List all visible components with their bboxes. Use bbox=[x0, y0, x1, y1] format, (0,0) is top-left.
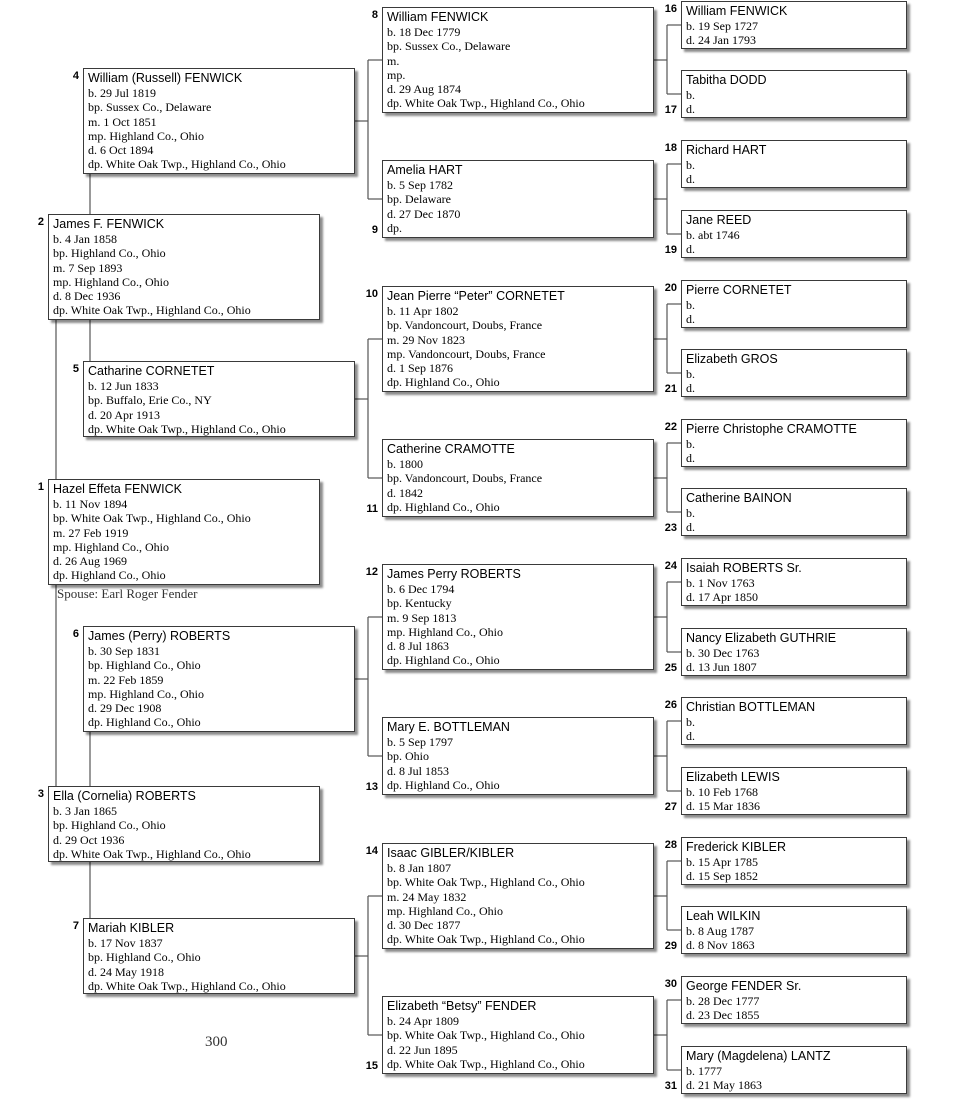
person-box-28 bbox=[681, 837, 907, 885]
person-box-16 bbox=[681, 1, 907, 49]
person-box-5 bbox=[83, 361, 355, 437]
person-box-23 bbox=[681, 488, 907, 536]
person-box-2 bbox=[48, 214, 320, 320]
person-detail: dp. Highland Co., Ohio bbox=[88, 715, 201, 730]
person-name: Jean Pierre “Peter” CORNETET bbox=[387, 289, 565, 303]
person-detail: b. 5 Sep 1797 bbox=[387, 735, 453, 749]
person-name: William FENWICK bbox=[387, 10, 489, 24]
person-detail: mp. Highland Co., Ohio bbox=[387, 903, 503, 918]
person-detail: dp. Highland Co., Ohio bbox=[53, 568, 166, 583]
ancestor-number: 17 bbox=[664, 104, 677, 116]
person-detail: b. bbox=[686, 298, 695, 312]
person-detail: mp. Vandoncourt, Doubs, France bbox=[387, 346, 546, 361]
ancestor-number: 14 bbox=[365, 845, 378, 857]
ancestor-number: 13 bbox=[365, 781, 378, 793]
ancestor-number: 10 bbox=[365, 288, 378, 300]
person-detail: mp. Highland Co., Ohio bbox=[53, 539, 169, 554]
person-detail: d. 24 May 1918 bbox=[88, 964, 164, 979]
person-detail: b. 8 Aug 1787 bbox=[686, 924, 755, 938]
person-detail: d. 8 Jul 1863 bbox=[387, 639, 450, 654]
person-box-1 bbox=[48, 479, 320, 585]
person-box-7 bbox=[83, 918, 355, 994]
person-detail: d. 13 Jun 1807 bbox=[686, 660, 757, 675]
person-detail: b. 11 Apr 1802 bbox=[387, 304, 459, 318]
ancestor-number: 15 bbox=[365, 1060, 378, 1072]
person-detail: b. 24 Apr 1809 bbox=[387, 1014, 459, 1028]
person-box-29 bbox=[681, 906, 907, 954]
person-detail: d. 15 Sep 1852 bbox=[686, 869, 758, 884]
ancestor-number: 31 bbox=[664, 1080, 677, 1092]
person-detail: b. 1800 bbox=[387, 457, 423, 471]
person-detail: dp. White Oak Twp., Highland Co., Ohio bbox=[53, 303, 251, 318]
person-detail: mp. Highland Co., Ohio bbox=[53, 274, 169, 289]
ancestor-number: 29 bbox=[664, 940, 677, 952]
person-name: Isaiah ROBERTS Sr. bbox=[686, 561, 802, 575]
person-detail: bp. Ohio bbox=[387, 749, 429, 764]
person-detail: bp. Delaware bbox=[387, 192, 451, 207]
person-detail: d. 29 Dec 1908 bbox=[88, 701, 162, 716]
person-name: Elizabeth LEWIS bbox=[686, 770, 780, 784]
person-detail: b. bbox=[686, 506, 695, 520]
person-detail: b. 1 Nov 1763 bbox=[686, 576, 755, 590]
person-box-21 bbox=[681, 349, 907, 397]
person-detail: m. 7 Sep 1893 bbox=[53, 260, 123, 275]
person-detail: mp. bbox=[387, 67, 406, 82]
ancestor-number: 16 bbox=[664, 3, 677, 15]
person-box-25 bbox=[681, 628, 907, 676]
person-box-26 bbox=[681, 697, 907, 745]
person-detail: d. 8 Dec 1936 bbox=[53, 289, 121, 304]
person-detail: d. 8 Nov 1863 bbox=[686, 938, 755, 953]
ancestor-number: 27 bbox=[664, 801, 677, 813]
person-box-15 bbox=[382, 996, 654, 1074]
person-detail: dp. White Oak Twp., Highland Co., Ohio bbox=[88, 157, 286, 172]
person-detail: b. 11 Nov 1894 bbox=[53, 497, 128, 511]
person-box-14 bbox=[382, 843, 654, 949]
person-detail: d. bbox=[686, 729, 695, 744]
person-detail: dp. Highland Co., Ohio bbox=[387, 777, 500, 792]
person-detail: b. 8 Jan 1807 bbox=[387, 861, 451, 875]
person-box-17 bbox=[681, 70, 907, 118]
person-detail: dp. Highland Co., Ohio bbox=[387, 499, 500, 514]
person-name: Frederick KIBLER bbox=[686, 840, 787, 854]
person-detail: b. 17 Nov 1837 bbox=[88, 936, 163, 950]
ancestor-number: 5 bbox=[72, 363, 79, 375]
person-box-22 bbox=[681, 419, 907, 467]
person-name: Tabitha DODD bbox=[686, 73, 767, 87]
person-detail: bp. Vandoncourt, Doubs, France bbox=[387, 471, 543, 486]
person-box-9 bbox=[382, 160, 654, 238]
person-detail: m. 9 Sep 1813 bbox=[387, 610, 457, 625]
person-detail: m. 22 Feb 1859 bbox=[88, 672, 164, 687]
person-detail: d. 21 May 1863 bbox=[686, 1078, 762, 1093]
person-detail: d. 24 Jan 1793 bbox=[686, 33, 756, 48]
person-detail: bp. White Oak Twp., Highland Co., Ohio bbox=[53, 511, 251, 526]
person-detail: b. 12 Jun 1833 bbox=[88, 379, 159, 393]
ancestor-number: 30 bbox=[664, 978, 677, 990]
ancestor-number: 23 bbox=[664, 522, 677, 534]
person-name: Ella (Cornelia) ROBERTS bbox=[53, 789, 196, 803]
person-detail: bp. Highland Co., Ohio bbox=[53, 246, 166, 261]
person-detail: dp. White Oak Twp., Highland Co., Ohio bbox=[53, 846, 251, 861]
ancestor-number: 4 bbox=[72, 70, 79, 82]
person-detail: d. 6 Oct 1894 bbox=[88, 143, 154, 158]
person-box-31 bbox=[681, 1046, 907, 1094]
person-detail: b. 4 Jan 1858 bbox=[53, 232, 117, 246]
ancestor-number: 24 bbox=[664, 560, 677, 572]
person-name: Richard HART bbox=[686, 143, 767, 157]
person-name: Pierre Christophe CRAMOTTE bbox=[686, 422, 857, 436]
person-name: Amelia HART bbox=[387, 163, 463, 177]
person-detail: bp. White Oak Twp., Highland Co., Ohio bbox=[387, 1028, 585, 1043]
person-name: Catherine CRAMOTTE bbox=[387, 442, 515, 456]
person-detail: b. bbox=[686, 715, 695, 729]
person-detail: dp. bbox=[387, 220, 402, 235]
person-detail: d. 1 Sep 1876 bbox=[387, 361, 453, 376]
ancestor-number: 11 bbox=[366, 503, 378, 515]
person-detail: d. 29 Aug 1874 bbox=[387, 82, 462, 97]
person-box-12 bbox=[382, 564, 654, 670]
ancestor-number: 26 bbox=[664, 699, 677, 711]
person-detail: b. bbox=[686, 437, 695, 451]
person-detail: b. 3 Jan 1865 bbox=[53, 804, 117, 818]
person-detail: b. bbox=[686, 158, 695, 172]
person-detail: mp. Highland Co., Ohio bbox=[88, 128, 204, 143]
person-detail: dp. Highland Co., Ohio bbox=[387, 375, 500, 390]
ancestor-number: 18 bbox=[664, 142, 677, 154]
ancestor-number: 6 bbox=[72, 628, 79, 640]
person-detail: d. 20 Apr 1913 bbox=[88, 407, 160, 422]
person-detail: dp. White Oak Twp., Highland Co., Ohio bbox=[88, 421, 286, 436]
person-name: Isaac GIBLER/KIBLER bbox=[387, 846, 515, 860]
person-detail: d. bbox=[686, 242, 695, 257]
person-detail: d. 8 Jul 1853 bbox=[387, 763, 450, 778]
person-name: Catharine CORNETET bbox=[88, 364, 215, 378]
person-detail: d. bbox=[686, 451, 695, 466]
person-detail: bp. Sussex Co., Delaware bbox=[387, 39, 511, 54]
person-name: James (Perry) ROBERTS bbox=[88, 629, 231, 643]
ancestor-number: 25 bbox=[664, 662, 677, 674]
person-detail: b. 5 Sep 1782 bbox=[387, 178, 453, 192]
person-detail: bp. Highland Co., Ohio bbox=[88, 950, 201, 965]
person-name: Pierre CORNETET bbox=[686, 283, 792, 297]
person-name: William (Russell) FENWICK bbox=[88, 71, 243, 85]
person-detail: m. 29 Nov 1823 bbox=[387, 332, 465, 347]
person-detail: m. 24 May 1832 bbox=[387, 889, 467, 904]
person-detail: m. bbox=[387, 53, 400, 68]
ancestor-number: 21 bbox=[664, 383, 677, 395]
person-box-20 bbox=[681, 280, 907, 328]
person-detail: b. 30 Dec 1763 bbox=[686, 646, 760, 660]
person-detail: d. 29 Oct 1936 bbox=[53, 832, 125, 847]
person-name: Elizabeth GROS bbox=[686, 352, 778, 366]
person-detail: d. bbox=[686, 172, 695, 187]
ancestor-number: 12 bbox=[365, 566, 378, 578]
person-detail: b. 29 Jul 1819 bbox=[88, 86, 157, 100]
person-detail: dp. White Oak Twp., Highland Co., Ohio bbox=[387, 96, 585, 111]
person-detail: d. bbox=[686, 102, 695, 117]
person-detail: d. 22 Jun 1895 bbox=[387, 1042, 458, 1057]
person-box-27 bbox=[681, 767, 907, 815]
person-name: George FENDER Sr. bbox=[686, 979, 802, 993]
person-detail: bp. Vandoncourt, Doubs, France bbox=[387, 318, 543, 333]
ancestor-number: 20 bbox=[664, 282, 677, 294]
person-detail: bp. White Oak Twp., Highland Co., Ohio bbox=[387, 875, 585, 890]
person-detail: bp. Highland Co., Ohio bbox=[53, 818, 166, 833]
person-detail: dp. White Oak Twp., Highland Co., Ohio bbox=[387, 1056, 585, 1071]
person-detail: b. 18 Dec 1779 bbox=[387, 25, 461, 39]
person-box-30 bbox=[681, 976, 907, 1024]
person-detail: d. 17 Apr 1850 bbox=[686, 590, 758, 605]
ancestor-number: 28 bbox=[664, 839, 677, 851]
person-name: William FENWICK bbox=[686, 4, 788, 18]
person-detail: m. 27 Feb 1919 bbox=[53, 525, 129, 540]
person-box-6 bbox=[83, 626, 355, 732]
person-detail: b. 15 Apr 1785 bbox=[686, 855, 758, 869]
ancestor-number: 2 bbox=[37, 216, 44, 228]
person-detail: b. 19 Sep 1727 bbox=[686, 19, 758, 33]
person-detail: b. bbox=[686, 367, 695, 381]
person-detail: dp. White Oak Twp., Highland Co., Ohio bbox=[387, 932, 585, 947]
person-detail: mp. Highland Co., Ohio bbox=[88, 686, 204, 701]
person-detail: bp. Highland Co., Ohio bbox=[88, 658, 201, 673]
person-detail: m. 1 Oct 1851 bbox=[88, 114, 157, 129]
person-detail: b. 28 Dec 1777 bbox=[686, 994, 760, 1008]
person-detail: dp. Highland Co., Ohio bbox=[387, 653, 500, 668]
person-detail: bp. Buffalo, Erie Co., NY bbox=[88, 393, 212, 408]
person-box-11 bbox=[382, 439, 654, 517]
person-detail: d. bbox=[686, 381, 695, 396]
ancestor-number: 9 bbox=[371, 224, 378, 236]
person-detail: b. 1777 bbox=[686, 1064, 722, 1078]
person-detail: bp. Sussex Co., Delaware bbox=[88, 100, 212, 115]
page-number: 300 bbox=[205, 1034, 228, 1050]
person-name: Christian BOTTLEMAN bbox=[686, 700, 816, 714]
person-name: Leah WILKIN bbox=[686, 909, 761, 923]
person-name: Mary E. BOTTLEMAN bbox=[387, 720, 510, 734]
person-detail: b. bbox=[686, 88, 695, 102]
person-name: Jane REED bbox=[686, 213, 752, 227]
ancestor-number: 1 bbox=[37, 481, 44, 493]
person-detail: d. 23 Dec 1855 bbox=[686, 1008, 760, 1023]
person-detail: mp. Highland Co., Ohio bbox=[387, 624, 503, 639]
person-name: Elizabeth “Betsy” FENDER bbox=[387, 999, 537, 1013]
person-name: Hazel Effeta FENWICK bbox=[53, 482, 182, 496]
spouse-label: Spouse: Earl Roger Fender bbox=[57, 586, 198, 601]
person-box-10 bbox=[382, 286, 654, 392]
person-name: Nancy Elizabeth GUTHRIE bbox=[686, 631, 837, 645]
person-detail: b. abt 1746 bbox=[686, 228, 740, 242]
person-detail: d. 1842 bbox=[387, 485, 423, 500]
person-detail: dp. White Oak Twp., Highland Co., Ohio bbox=[88, 978, 286, 993]
person-detail: b. 30 Sep 1831 bbox=[88, 644, 160, 658]
person-detail: b. 6 Dec 1794 bbox=[387, 582, 455, 596]
person-detail: d. 15 Mar 1836 bbox=[686, 799, 760, 814]
person-detail: b. 10 Feb 1768 bbox=[686, 785, 758, 799]
person-box-18 bbox=[681, 140, 907, 188]
person-box-3 bbox=[48, 786, 320, 862]
person-name: Mariah KIBLER bbox=[88, 921, 175, 935]
ancestor-number: 22 bbox=[664, 421, 677, 433]
person-box-19 bbox=[681, 210, 907, 258]
person-box-24 bbox=[681, 558, 907, 606]
person-detail: d. 30 Dec 1877 bbox=[387, 918, 461, 933]
person-detail: bp. Kentucky bbox=[387, 596, 452, 611]
ancestor-number: 8 bbox=[371, 9, 378, 21]
person-detail: d. 26 Aug 1969 bbox=[53, 554, 128, 569]
person-name: James Perry ROBERTS bbox=[387, 567, 521, 581]
person-box-13 bbox=[382, 717, 654, 795]
person-box-8 bbox=[382, 7, 654, 113]
person-detail: d. bbox=[686, 520, 695, 535]
ancestor-number: 19 bbox=[664, 244, 677, 256]
ancestor-number: 3 bbox=[37, 788, 44, 800]
ancestor-number: 7 bbox=[72, 920, 79, 932]
person-name: Catherine BAINON bbox=[686, 491, 792, 505]
person-detail: d. 27 Dec 1870 bbox=[387, 206, 461, 221]
person-name: Mary (Magdelena) LANTZ bbox=[686, 1049, 831, 1063]
person-box-4 bbox=[83, 68, 355, 174]
person-name: James F. FENWICK bbox=[53, 217, 165, 231]
person-detail: d. bbox=[686, 312, 695, 327]
